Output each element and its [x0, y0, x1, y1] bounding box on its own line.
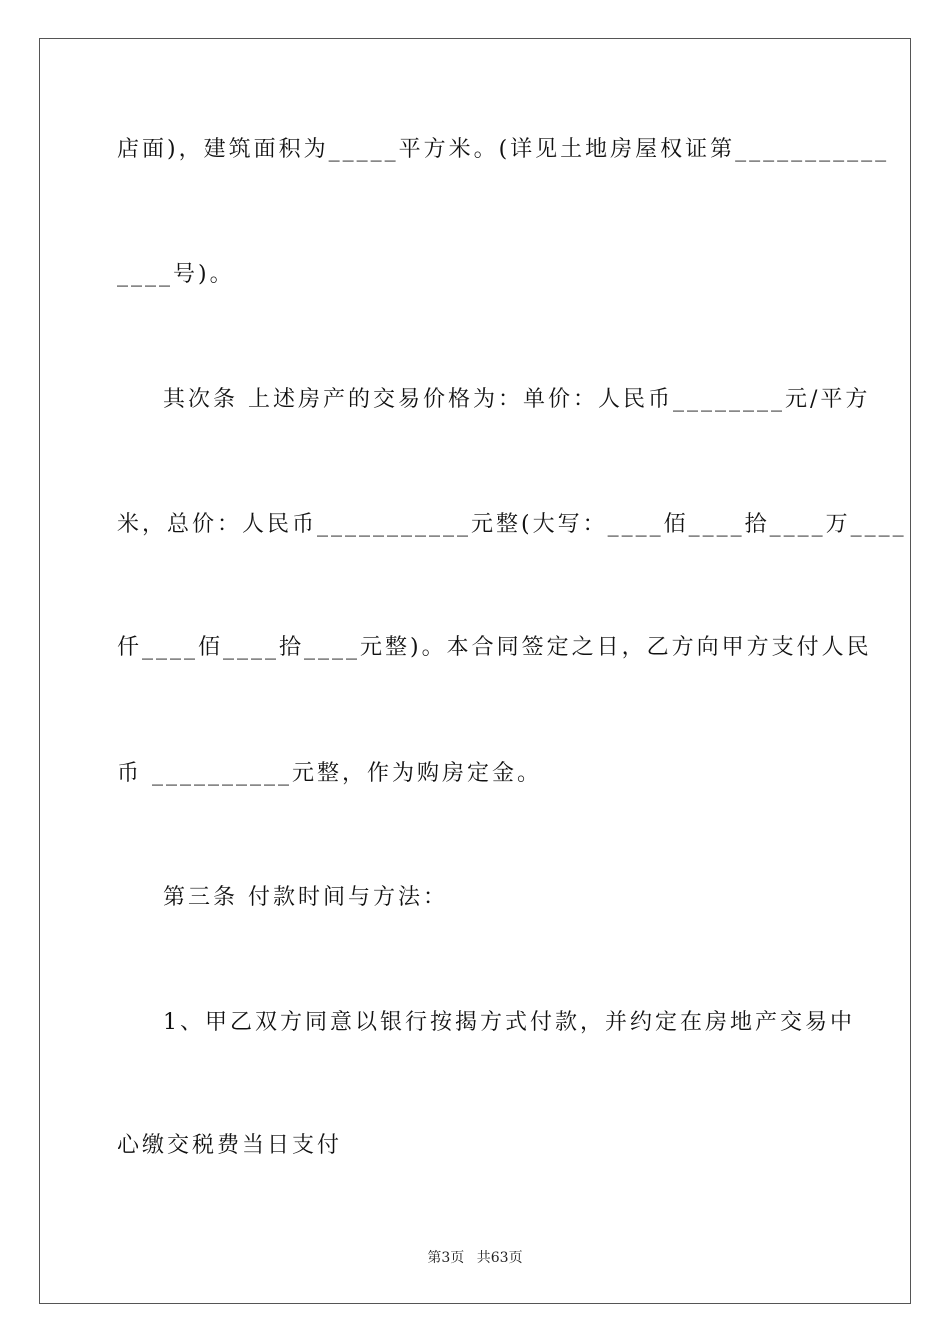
text-line-2: ____号)。 [117, 262, 235, 287]
page-border [39, 38, 911, 1304]
page-total: 共63页 [476, 1250, 523, 1266]
section-heading: 第三条 付款时间与方法： [163, 885, 448, 910]
text-line-9: 心缴交税费当日支付 [117, 1133, 343, 1158]
text-line-8: 1、甲乙双方同意以银行按揭方式付款，并约定在房地产交易中 [163, 1010, 855, 1035]
text-line-5: 仟____佰____拾____元整)。本合同签定之日，乙方向甲方支付人民 [117, 635, 872, 660]
text-line-3: 其次条 上述房产的交易价格为：单价：人民币________元/平方 [163, 387, 871, 412]
text-line-1: 店面)，建筑面积为_____平方米。(详见土地房屋权证第___________ [117, 137, 890, 162]
page-footer [0, 1247, 950, 1267]
text-line-4: 米，总价：人民币___________元整(大写：____佰____拾____万____ [117, 512, 907, 537]
page-number: 第3页 [427, 1250, 465, 1266]
text-line-6: 币 __________元整，作为购房定金。 [117, 761, 542, 786]
